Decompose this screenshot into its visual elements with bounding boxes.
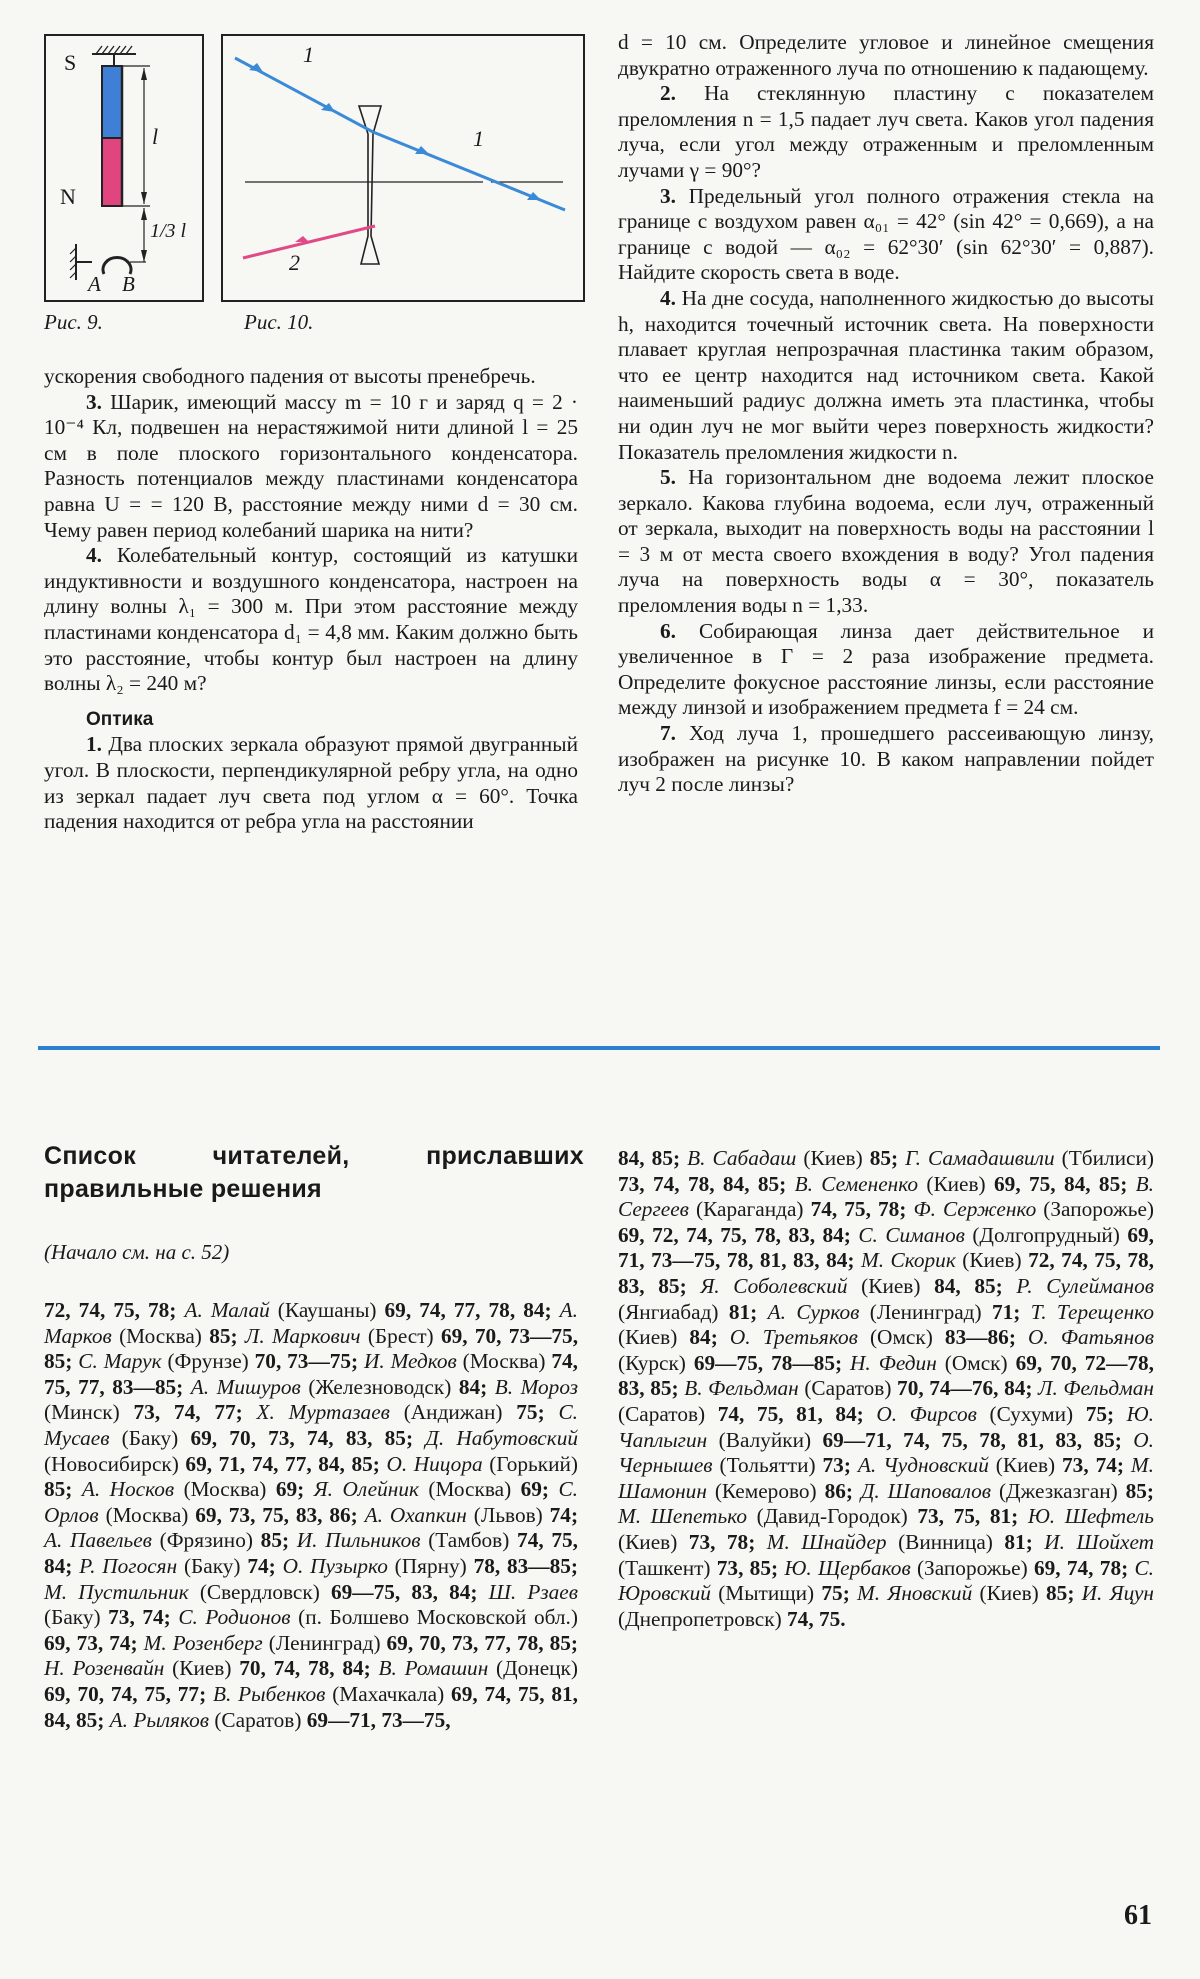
reader-problem-numbers: 81; — [1004, 1529, 1045, 1554]
reader-problem-numbers: 69—71, 74, 75, 78, 81, 83, 85; — [822, 1427, 1134, 1452]
reader-city: (Киев) — [618, 1529, 689, 1554]
reader-entry — [44, 1580, 489, 1604]
reader-name: И. Медков — [364, 1349, 463, 1374]
reader-problem-numbers: 84; — [458, 1374, 495, 1399]
optics-problem-1 — [44, 732, 578, 834]
reader-entry — [184, 1298, 559, 1322]
reader-city: (Москва) — [462, 1349, 552, 1374]
label-ray1-in: 1 — [303, 42, 314, 67]
reader-problem-numbers: 74, 75, 84; — [44, 1528, 579, 1578]
optics-problem-4 — [618, 286, 1154, 465]
reader-problem-numbers: 69; — [520, 1477, 559, 1502]
reader-problem-numbers: 73, 78; — [688, 1529, 767, 1554]
reader-entry — [365, 1503, 578, 1527]
optics-problem-6-text: Собирающая линза дает действительное и увеличенное в Г = 2 раза изображение предмета. Определите фокусное расстояние линзы, если расстояние между линзой и изображением предмета f = 24 см. — [618, 618, 1154, 720]
figure-10-caption: Рис. 10. — [244, 310, 314, 334]
readers-list-right — [618, 1146, 1154, 1632]
problem-4 — [44, 543, 578, 697]
reader-city: (Омск) — [944, 1350, 1016, 1375]
label-south: S — [64, 50, 77, 75]
reader-city: (Махачкала) — [332, 1681, 452, 1706]
optics-problem-7-number: 7. — [660, 721, 676, 746]
reader-city: (Киев) — [618, 1325, 690, 1350]
reader-city: (Минск) — [44, 1400, 134, 1425]
reader-problem-numbers: 69, 70, 73, 74, 83, 85; — [190, 1425, 426, 1450]
reader-name: В. Фельдман — [684, 1376, 805, 1401]
optics-problem-7 — [618, 721, 1154, 798]
reader-name: М. Пустильник — [44, 1579, 200, 1604]
reader-problem-numbers: 72, 74, 75, 78, 83, 85; — [618, 1248, 1154, 1298]
reader-city: (Москва) — [183, 1477, 276, 1502]
optics-problem-6-number: 6. — [660, 618, 676, 643]
reader-problem-numbers: 69, 71, 74, 77, 84, 85; — [185, 1451, 387, 1476]
reader-problem-numbers: 72, 74, 75, 78; — [44, 1298, 185, 1322]
reader-problem-numbers: 69—71, 73—75, — [306, 1707, 451, 1732]
section-divider — [38, 1046, 1160, 1050]
reader-name: М. Шамонин — [618, 1453, 1154, 1503]
right-column — [618, 30, 1154, 798]
optics-problem-5 — [618, 465, 1154, 619]
reader-city: (Мытищи) — [718, 1581, 822, 1606]
reader-entry — [767, 1530, 1044, 1554]
reader-name: Ф. Серженко — [913, 1197, 1044, 1222]
reader-city: (Винница) — [898, 1529, 1005, 1554]
reader-name: А. Марков — [44, 1298, 578, 1348]
reader-name: В. Сабадаш — [687, 1146, 804, 1170]
reader-name: А. Носков — [81, 1477, 184, 1502]
reader-city: (Давид-Городок) — [756, 1504, 918, 1529]
reader-name: Л. Маркович — [244, 1323, 368, 1348]
reader-city: (Киев) — [995, 1453, 1063, 1478]
optics-problem-6 — [618, 619, 1154, 721]
reader-name: О. Пузырко — [282, 1553, 395, 1578]
reader-name: А. Сурков — [767, 1299, 870, 1324]
reader-city: (Пярну) — [394, 1553, 474, 1578]
reader-entry — [314, 1477, 559, 1501]
reader-city: (Фрунзе) — [167, 1349, 255, 1374]
reader-city: (Новосибирск) — [44, 1451, 186, 1476]
optics-problem-3-text: Предельный угол полного отражения стекла на границе с воздухом равен α₀₁ = 42° (sin 42° = 0,669), а на границе с водой — α₀₂ = 62°30′ (sin 62°30′ = 0,887). Найдите скорость света в воде. — [618, 183, 1154, 285]
reader-name: М. Розенберг — [143, 1630, 269, 1655]
reader-name: А. Малай — [184, 1298, 278, 1322]
reader-name: Р. Сулейманов — [1016, 1273, 1154, 1298]
reader-problem-numbers: 69, 75, 84, 85; — [994, 1171, 1136, 1196]
reader-city: (п. Болшево Московской обл.) — [298, 1605, 578, 1630]
reader-entry — [618, 1146, 687, 1170]
reader-problem-numbers: 84; — [689, 1325, 730, 1350]
reader-entry — [257, 1400, 559, 1424]
reader-name: С. Марук — [78, 1349, 168, 1374]
page-number: 61 — [1124, 1900, 1152, 1931]
reader-problem-numbers: 69, 74, 77, 78, 84; — [384, 1298, 560, 1322]
reader-city: (Днепропетровск) — [618, 1606, 788, 1631]
reader-name: О. Третьяков — [729, 1325, 870, 1350]
reader-name: И. Яцун — [1081, 1581, 1155, 1606]
reader-city: (Янгиабад) — [618, 1299, 729, 1324]
reader-name: М. Шнайдер — [766, 1529, 899, 1554]
label-north: N — [60, 184, 76, 209]
reader-city: (Саратов) — [804, 1376, 898, 1401]
reader-city: (Баку) — [183, 1553, 248, 1578]
figure-9-caption: Рис. 9. — [44, 310, 103, 334]
reader-name: О. Фатьянов — [1028, 1325, 1155, 1350]
left-column — [44, 364, 578, 835]
reader-entry — [857, 1581, 1082, 1605]
optics-problem-1-cont: d = 10 см. Определите угловое и линейное смещения двукратно отраженного луча по отношению к падающему. — [618, 30, 1154, 80]
reader-problem-numbers: 70, 74, 78, 84; — [239, 1656, 379, 1681]
reader-city: (Фрязино) — [159, 1528, 261, 1553]
reader-name: Х. Муртазаев — [256, 1400, 404, 1425]
reader-city: (Баку) — [121, 1425, 191, 1450]
reader-problem-numbers: 69, 72, 74, 75, 78, 83, 84; — [618, 1222, 859, 1247]
reader-name: О. Ницора — [386, 1451, 490, 1476]
reader-name: В. Семененко — [794, 1171, 927, 1196]
reader-city: (Киев) — [962, 1248, 1029, 1273]
section-title-optics: Оптика — [86, 708, 154, 730]
problem-3-number: 3. — [86, 389, 102, 414]
reader-name: С. Мусаев — [44, 1400, 578, 1450]
reader-problem-numbers: 69, 70, 74, 75, 77; — [44, 1681, 214, 1706]
reader-entry — [144, 1631, 578, 1655]
reader-name: О. Фирсов — [876, 1401, 990, 1426]
reader-entry — [730, 1325, 1028, 1349]
reader-name: М. Скорик — [860, 1248, 963, 1273]
reader-problem-numbers: 73; — [822, 1453, 858, 1478]
reader-name: Д. Набутовский — [425, 1425, 578, 1450]
label-a: A — [88, 272, 101, 296]
reader-name: А. Охапкин — [364, 1502, 474, 1527]
reader-problem-numbers: 74, 75, 81, 84; — [717, 1401, 877, 1426]
reader-city: (Киев) — [926, 1171, 995, 1196]
reader-city: (Ленинград) — [869, 1299, 992, 1324]
reader-name: В. Сергеев — [618, 1171, 1155, 1222]
optics-problem-5-text: На горизонтальном дне водоема лежит плоское зеркало. Какова глубина водоема, если луч, отраженный от зеркала, выходит на поверхность воды на расстоянии l = 3 м от места своего вхождения в воду? Угол падения луча на поверхность воды α = 30°, показатель преломления воды n = 1,33. — [618, 465, 1154, 618]
reader-entry — [784, 1556, 1134, 1580]
reader-city: (Донецк) — [496, 1656, 578, 1681]
reader-city: (Долгопрудный) — [972, 1222, 1128, 1247]
reader-city: (Кемерово) — [714, 1478, 825, 1503]
problem-3 — [44, 390, 578, 544]
problem-4-text: Колебательный контур, состоящий из катушки индуктивности и воздушного конденсатора, настроен на длину волны λ₁ = 300 м. При этом расстояние между пластинами конденсатора d₁ = 4,8 мм. Каким должно быть это расстояние, чтобы контур был настроен на длину волны λ₂ = 240 м? — [44, 543, 578, 696]
reader-problem-numbers: 86; — [824, 1478, 861, 1503]
reader-problem-numbers: 74; — [549, 1502, 579, 1527]
reader-city: (Валуйки) — [718, 1427, 823, 1452]
reader-name: С. Орлов — [44, 1477, 578, 1527]
reader-problem-numbers: 70, 73—75; — [254, 1349, 365, 1374]
reader-problem-numbers: 78, 83—85; — [473, 1553, 578, 1578]
reader-city: (Саратов) — [618, 1401, 718, 1426]
reader-city: (Курск) — [618, 1350, 694, 1375]
optics-problem-3 — [618, 184, 1154, 286]
reader-name: А. Чудновский — [857, 1453, 996, 1478]
reader-problem-numbers: 73, 74, 78, 84, 85; — [618, 1171, 795, 1196]
reader-problem-numbers: 73, 85; — [716, 1555, 785, 1580]
reader-city: (Тольятти) — [719, 1453, 823, 1478]
reader-entry — [82, 1477, 314, 1501]
reader-city: (Киев) — [979, 1581, 1047, 1606]
reader-city: (Москва) — [105, 1502, 196, 1527]
optics-problem-2-text: На стеклянную пластину с показателем преломления n = 1,5 падает луч света. Каков угол падения луча, если угол между отраженным и преломленным лучами γ = 90°? — [618, 81, 1154, 182]
reader-problem-numbers: 83—86; — [944, 1325, 1029, 1350]
reader-entry — [44, 1298, 184, 1322]
reader-name: Ю. Шефтель — [1027, 1504, 1154, 1529]
reader-problem-numbers: 85; — [209, 1323, 245, 1348]
label-length: l — [152, 124, 159, 149]
reader-city: (Баку) — [44, 1605, 109, 1630]
reader-problem-numbers: 74, 75, 78; — [810, 1197, 914, 1222]
reader-name: О. Чернышев — [618, 1427, 1154, 1478]
reader-entry — [283, 1554, 578, 1578]
reader-name: Ю. Чаплыгин — [618, 1401, 1154, 1452]
reader-name: А. Павельев — [44, 1528, 160, 1553]
reader-problem-numbers: 69—75, 83, 84; — [330, 1579, 489, 1604]
reader-problem-numbers: 69, 74, 75, 81, 84, 85; — [44, 1681, 579, 1732]
reader-entry — [191, 1375, 495, 1399]
reader-problem-numbers: 84, 85; — [934, 1273, 1017, 1298]
figure-10-lens — [221, 34, 585, 302]
optics-problem-1-text: Два плоских зеркала образуют прямой двугранный угол. В плоскости, перпендикулярной ребру угла, на одно из зеркал падает луч света под углом α = 60°. Точка падения находится от ребра угла на расстоянии — [44, 732, 578, 834]
optics-problem-5-number: 5. — [660, 465, 676, 490]
reader-problem-numbers: 69, 73, 75, 83, 86; — [195, 1502, 365, 1527]
reader-name: С. Юровский — [618, 1555, 1154, 1606]
reader-name: Т. Терещенко — [1030, 1299, 1154, 1324]
reader-entry — [861, 1479, 1154, 1503]
reader-problem-numbers: 73, 74; — [1062, 1453, 1131, 1478]
reader-problem-numbers: 74, 75, 77, 83—85; — [44, 1349, 578, 1399]
reader-problem-numbers: 85; — [869, 1146, 906, 1170]
reader-city: (Киев) — [172, 1656, 240, 1681]
reader-city: (Саратов) — [214, 1707, 307, 1732]
reader-entry — [700, 1274, 1016, 1298]
reader-problem-numbers: 75; — [821, 1581, 858, 1606]
readers-heading: Список читателей, приславших правильные решения — [44, 1142, 584, 1203]
reader-problem-numbers: 85; — [44, 1477, 82, 1502]
label-ray2: 2 — [289, 250, 300, 275]
reader-name: И. Шойхет — [1044, 1529, 1154, 1554]
reader-name: В. Рыбенков — [213, 1681, 333, 1706]
reader-name: Н. Розенвайн — [44, 1656, 173, 1681]
reader-city: (Москва) — [119, 1323, 210, 1348]
reader-problem-numbers: 85; — [1125, 1478, 1154, 1503]
reader-entry — [858, 1453, 1131, 1477]
reader-name: М. Шепетько — [618, 1504, 757, 1529]
optics-problem-7-text: Ход луча 1, прошедшего рассеивающую линзу, изображен на рисунке 10. В каком направлении пойдет луч 2 после линзы? — [618, 721, 1154, 797]
optics-problem-3-number: 3. — [660, 183, 676, 208]
reader-city: (Москва) — [428, 1477, 521, 1502]
reader-problem-numbers: 69, 70, 72—78, 83, 85; — [618, 1350, 1154, 1401]
reader-city: (Львов) — [473, 1502, 550, 1527]
reader-problem-numbers: 85; — [260, 1528, 297, 1553]
reader-name: Ш. Рзаев — [488, 1579, 578, 1604]
reader-city: (Запорожье) — [1043, 1197, 1155, 1222]
reader-city: (Джезказган) — [998, 1478, 1126, 1503]
reader-entry — [768, 1300, 1031, 1324]
reader-city: (Ташкент) — [618, 1555, 717, 1580]
reader-problem-numbers: 85; — [1046, 1581, 1082, 1606]
reader-entry — [44, 1528, 297, 1552]
reader-name: С. Родионов — [178, 1605, 299, 1630]
problem-3-text: Шарик, имеющий массу m = 10 г и заряд q = 2 · 10⁻⁴ Кл, подвешен на нерастяжимой нити длиной l = 25 см в поле плоского горизонтального конденсатора. Разность потенциалов между пластинами конденсатора равна U = = 120 В, расстояние между ними d = 30 см. Чему равен период колебаний шарика на нити? — [44, 389, 578, 542]
reader-entry — [110, 1708, 451, 1732]
optics-problem-2-number: 2. — [660, 81, 676, 106]
reader-name: А. Рыляков — [109, 1707, 215, 1732]
reader-entry — [78, 1349, 364, 1373]
reader-problem-numbers: 69; — [275, 1477, 314, 1502]
reader-name: Н. Федин — [850, 1350, 945, 1375]
reader-city: (Тбилиси) — [1061, 1146, 1154, 1170]
reader-city: (Горький) — [489, 1451, 578, 1476]
label-b: B — [122, 272, 135, 296]
reader-entry — [684, 1376, 1038, 1400]
reader-problem-numbers: 75; — [1085, 1401, 1127, 1426]
reader-name: И. Пильников — [296, 1528, 429, 1553]
reader-name: Л. Фельдман — [1038, 1376, 1154, 1401]
reader-name: Ю. Щербаков — [784, 1555, 917, 1580]
reader-problem-numbers: 73, 75, 81; — [917, 1504, 1028, 1529]
reader-problem-numbers: 69, 73, 74; — [44, 1630, 144, 1655]
reader-name: В. Мороз — [494, 1374, 579, 1399]
optics-problem-1-number: 1. — [86, 732, 102, 757]
reader-name: В. Ромашин — [378, 1656, 497, 1681]
reader-city: (Киев) — [861, 1273, 935, 1298]
reader-problem-numbers: 69, 71, 73—75, 78, 81, 83, 84; — [618, 1222, 1154, 1273]
reader-problem-numbers: 81; — [728, 1299, 768, 1324]
reader-entry — [44, 1656, 379, 1680]
reader-city: (Запорожье) — [916, 1555, 1034, 1580]
reader-city: (Тамбов) — [428, 1528, 518, 1553]
reader-city: (Каушаны) — [277, 1298, 385, 1322]
reader-name: Я. Олейник — [313, 1477, 429, 1502]
continuation-note: (Начало см. на с. 52) — [44, 1240, 230, 1264]
reader-name: А. Мишуров — [190, 1374, 309, 1399]
reader-name: Я. Соболевский — [700, 1273, 862, 1298]
optics-problem-2 — [618, 81, 1154, 183]
reader-city: (Ленинград) — [268, 1630, 387, 1655]
label-gap: 1/3 l — [150, 220, 187, 242]
reader-name: Г. Самадашвили — [905, 1146, 1062, 1170]
reader-problem-numbers: 74, 75. — [787, 1606, 846, 1631]
reader-problem-numbers: 84, 85; — [618, 1146, 688, 1170]
reader-entry — [876, 1402, 1126, 1426]
reader-problem-numbers: 74; — [247, 1553, 283, 1578]
reader-problem-numbers: 69, 70, 73, 77, 78, 85; — [386, 1630, 578, 1655]
problem-cont: ускорения свободного падения от высоты пренебречь. — [44, 364, 536, 388]
reader-entry — [79, 1554, 282, 1578]
reader-city: (Сухуми) — [989, 1401, 1086, 1426]
figure-9-magnet — [44, 34, 204, 302]
readers-list-left — [44, 1298, 578, 1733]
reader-problem-numbers: 69, 70, 73—75, 85; — [44, 1323, 579, 1374]
reader-city: (Омск) — [869, 1325, 945, 1350]
optics-problem-4-text: На дне сосуда, наполненного жидкостью до высоты h, находится точечный источник света. На поверхности плавает круглая непрозрачная пластинка таким образом, что ее центр находится над источником света. Какой наименьший радиус должна иметь эта пластинка, чтобы ни один луч не мог выйти через поверхность жидкости? Показатель преломления жидкости n. — [618, 285, 1154, 464]
label-ray1-out: 1 — [473, 126, 484, 151]
reader-city: (Киев) — [803, 1146, 870, 1170]
reader-city: (Андижан) — [403, 1400, 517, 1425]
reader-city: (Железноводск) — [308, 1374, 459, 1399]
reader-entry — [795, 1172, 1136, 1196]
reader-entry — [687, 1146, 905, 1170]
optics-problem-4-number: 4. — [660, 285, 676, 310]
reader-name: Р. Погосян — [79, 1553, 184, 1578]
reader-problem-numbers: 73, 74, 77; — [133, 1400, 257, 1425]
reader-name: С. Симанов — [858, 1222, 973, 1247]
reader-name: Д. Шаповалов — [860, 1478, 999, 1503]
reader-problem-numbers: 70, 74—76, 84; — [897, 1376, 1039, 1401]
reader-problem-numbers: 73, 74; — [108, 1605, 179, 1630]
lens-diagram — [223, 36, 583, 300]
problem-4-number: 4. — [86, 543, 102, 568]
reader-problem-numbers: 75; — [516, 1400, 559, 1425]
reader-city: (Караганда) — [695, 1197, 811, 1222]
reader-entry — [618, 1504, 1028, 1528]
reader-city: (Свердловск) — [199, 1579, 331, 1604]
reader-problem-numbers: 69, 74, 78; — [1033, 1555, 1135, 1580]
reader-problem-numbers: 69—75, 78—85; — [693, 1350, 851, 1375]
reader-city: (Брест) — [367, 1323, 441, 1348]
reader-problem-numbers: 71; — [991, 1299, 1031, 1324]
reader-name: М. Яновский — [857, 1581, 980, 1606]
